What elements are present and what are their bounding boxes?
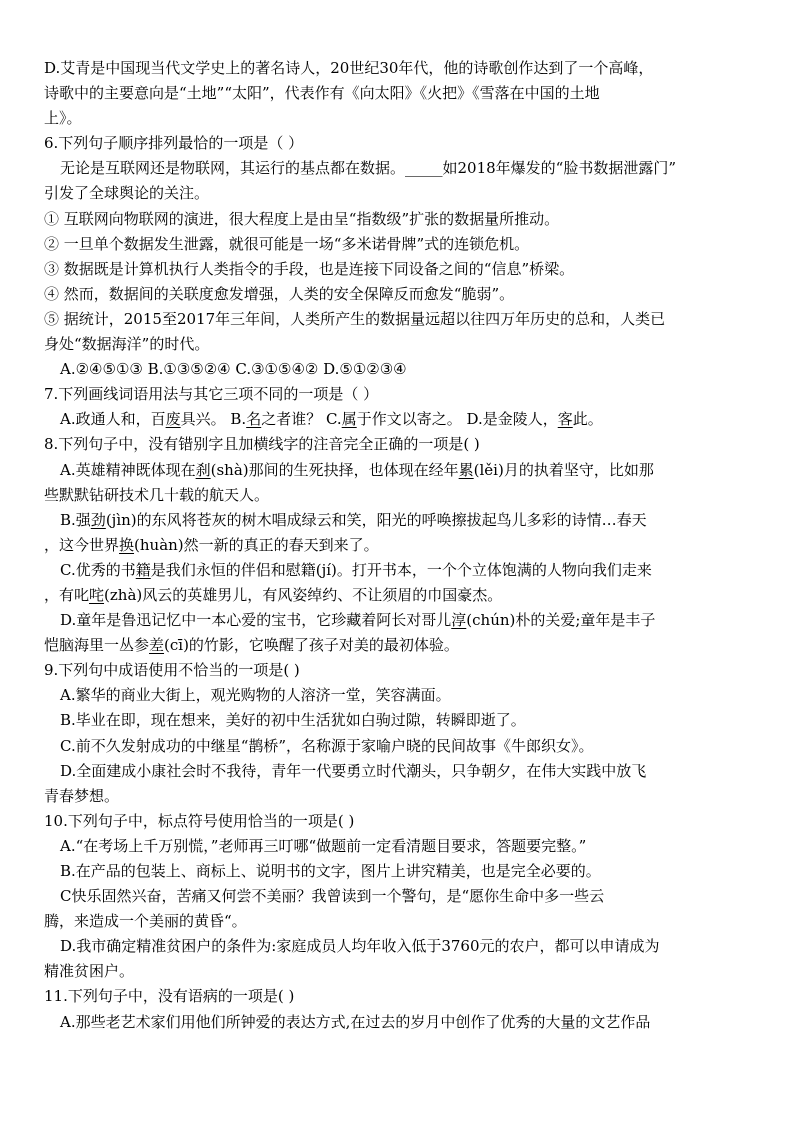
text-line: A.英雄精神既体现在刹(shà)那间的生死抉择，也体现在经年累(lěi)月的执着坚守，比如那 (60, 460, 654, 479)
underlined-word: 名 (246, 410, 262, 429)
underlined-word: 换 (119, 535, 135, 554)
text-line: 上》。 (44, 109, 82, 128)
underlined-word: 废 (165, 410, 181, 429)
text-line: A.繁华的商业大街上，观光购物的人溶济一堂，笑容满面。 (60, 686, 451, 705)
text-line: C.前不久发射成功的中继星“鹊桥”，名称源于家喻户晓的民间故事《牛郎织女》。 (60, 736, 594, 755)
text-line: 8.下列句子中，没有错别字且加横线字的注音完全正确的一项是( ) (44, 435, 480, 454)
text-line: C快乐固然兴奋，苦痛又何尝不美丽？我曾读到一个警句，是“愿你生命中多一些云 (60, 887, 605, 906)
text-line: ⑤ 据统计，2015至2017年三年间，人类所产生的数据量远超以往四万年历史的总和，人类已 (44, 309, 666, 328)
underlined-word: 刹 (195, 460, 211, 479)
underlined-word: 累 (458, 460, 474, 479)
text-line: B.毕业在即，现在想来，美好的初中生活犹如白驹过隙，转瞬即逝了。 (60, 711, 526, 730)
text-line: 些默默钻研技术几十载的航天人。 (44, 485, 270, 504)
text-line: ，有叱咤(zhà)风云的英雄男儿，有风姿绰约、不让须眉的巾国豪杰。 (44, 585, 503, 604)
underlined-word: 属 (341, 410, 357, 429)
text-line: 诗歌中的主要意向是“土地”“太阳”，代表作有《向太阳》《火把》《雪落在中国的土地 (44, 84, 600, 103)
text-line: D.童年是鲁迅记忆中一本心爱的宝书，它珍藏着阿长对哥儿淳(chún)朴的关爱;童年是丰子 (60, 611, 656, 630)
text-line: ① 互联网向物联网的演进，很大程度上是由呈“指数级”扩张的数据量所推动。 (44, 209, 560, 228)
text-line: ② 一旦单个数据发生泄露，就很可能是一场“多米诺骨牌”式的连锁危机。 (44, 234, 530, 253)
text-line: 恺脑海里一丛参差(cī)的竹影，它唤醒了孩子对美的最初体验。 (44, 636, 459, 655)
text-line: A.②④⑤①③ B.①③⑤②④ C.③①⑤④② D.⑤①②③④ (60, 360, 407, 379)
text-line: ，这今世界换(huàn)然一新的真正的春天到来了。 (44, 535, 379, 554)
text-line: C.优秀的书籍是我们永恒的伴侣和慰籍(jí)。打开书本，一个个立体饱满的人物向我们走来 (60, 560, 652, 579)
text-line: A.“在考场上千万别慌，”老师再三叮哪“做题前一定看清题目要求，答题要完整。” (60, 836, 587, 855)
text-line: B.强劲(jìn)的东风将苍灰的树木唱成绿云和笑，阳光的呼唤擦拔起鸟儿多彩的诗情…春天 (60, 510, 647, 529)
underlined-word: 劲 (90, 510, 106, 529)
underlined-word: 差 (149, 636, 165, 655)
text-line: 6.下列句子顺序排列最恰的一项是（ ） (44, 134, 304, 153)
text-line: 身处“数据海洋”的时代。 (44, 335, 210, 354)
text-line: 腾，来造成一个美丽的黄昏“。 (44, 912, 247, 931)
text-line: A.那些老艺术家们用他们所钟爱的表达方式,在过去的岁月中创作了优秀的大量的文艺作品 (60, 1012, 651, 1031)
text-line: 7.下列画线词语用法与其它三项不同的一项是（ ） (44, 385, 379, 404)
text-line: D.艾青是中国现当代文学史上的著名诗人，20世纪30年代，他的诗歌创作达到了一个高峰， (44, 59, 654, 77)
underlined-word: 淳 (451, 611, 467, 630)
text-line: D.我市确定精准贫困户的条件为:家庭成员人均年收入低于3760元的农户，都可以申请成为 (60, 937, 660, 956)
text-line: 引发了全球舆论的关注。 (44, 184, 210, 203)
text-line: B.在产品的包装上、商标上、说明书的文字，图片上讲究精美，也是完全必要的。 (60, 862, 601, 880)
document-body (44, 56, 748, 1035)
text-line: 9.下列句中成语使用不恰当的一项是( ) (44, 661, 300, 680)
text-line: 无论是互联网还是物联网，其运行的基点都在数据。_____如2018年爆发的“脸书数据泄露门” (60, 159, 677, 178)
text-line: D.全面建成小康社会时不我待，青年一代要勇立时代潮头，只争朝夕，在伟大实践中放飞 (60, 761, 647, 780)
underlined-word: 籍 (135, 560, 151, 579)
text-line: A.政通人和，百废具兴。 B.名之者谁？ C.属于作文以寄之。 D.是金陵人，客此。 (60, 410, 603, 429)
underlined-word: 咤 (89, 585, 105, 604)
text-line: ④ 然而，数据间的关联度愈发增强，人类的安全保障反而愈发“脆弱”。 (44, 284, 515, 303)
text-line: 11.下列句子中，没有语病的一项是( ) (44, 987, 295, 1006)
text-line: 10.下列句子中，标点符号使用恰当的一项是( ) (44, 811, 355, 830)
underlined-word: 客 (557, 410, 573, 429)
text-line: 青春梦想。 (44, 786, 120, 805)
text-line: 精准贫困户。 (44, 962, 135, 981)
text-line: ③ 数据既是计算机执行人类指令的手段，也是连接下同设备之间的“信息”桥梁。 (44, 259, 575, 278)
